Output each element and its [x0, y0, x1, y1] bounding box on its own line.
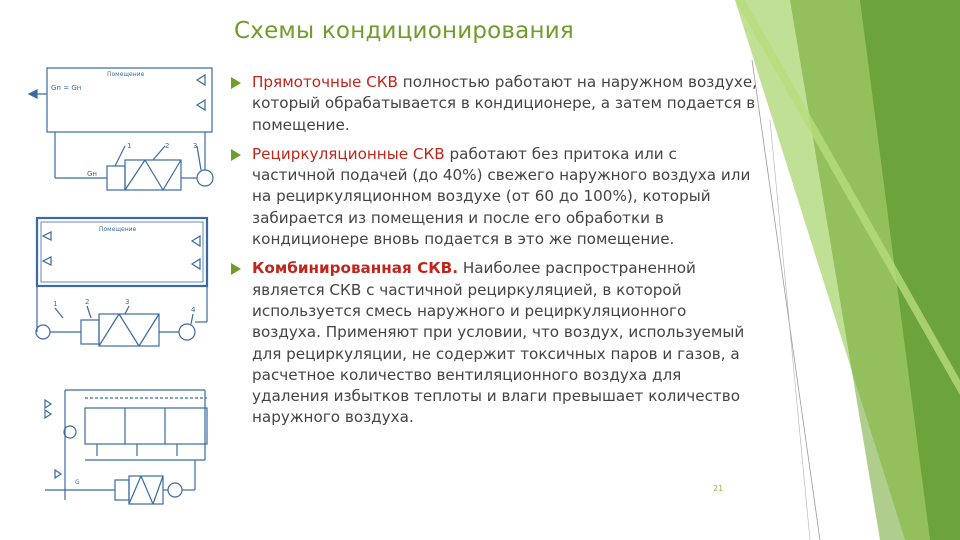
- term-direct-flow: Прямоточные СКВ: [252, 73, 398, 91]
- svg-text:3: 3: [193, 142, 198, 150]
- scheme2-damper-icon: [36, 325, 50, 339]
- svg-text:1: 1: [53, 300, 58, 308]
- air-conditioning-schemes: [25, 60, 225, 530]
- scheme1-filter: [107, 166, 125, 190]
- bullet-list: [230, 72, 760, 437]
- svg-text:4: 4: [191, 306, 196, 314]
- scheme2-inlet-icon: [43, 232, 51, 240]
- svg-text:G: G: [75, 479, 80, 486]
- scheme1-outlet-icon: [197, 100, 205, 110]
- term-recirculation: Рециркуляционные СКВ: [252, 144, 445, 163]
- scheme3-fan2-icon: [168, 483, 182, 497]
- bullet-recirculation: [230, 144, 760, 250]
- page-number: 21: [713, 484, 724, 493]
- scheme1-room-label: Помещение: [107, 71, 145, 78]
- bullet-text-recirculation: работают без притока или с частичной подачей (до 40%) свежего наружного воздуха или на рециркуляционном воздухе (от 60 до 100%), который забирается из помещения и после его обработки в кондиционере вновь подается в это же помещение.: [252, 144, 751, 249]
- bullet-text-combined: Наиболее распространенной является СКВ с частичной рециркуляцией, в которой используется смесь наружного и рециркуляционного воздуха. Применяют при условии, что воздух, используемый для рециркуляции, не содержит токсичных паров и газов, а расчетное количество вентиляционного воздуха для удаления избытков теплоты и влаги превышает количество наружного воздуха.: [252, 259, 745, 427]
- bullet-text-direct-flow: полностью работают на наружном воздухе, который обрабатывается в кондиционере, а затем подается в помещение.: [252, 73, 758, 134]
- bullet-direct-flow: [230, 72, 760, 136]
- page-title: Схемы кондиционирования: [234, 18, 574, 44]
- scheme3-valve-icon: [45, 400, 51, 408]
- scheme2-room-label: Помещение: [99, 226, 137, 233]
- bullet-combined: [230, 258, 760, 428]
- arrow-bullet-icon: [230, 149, 242, 161]
- svg-text:1: 1: [127, 142, 132, 150]
- scheme3-fan-icon: [64, 426, 76, 438]
- svg-text:Gп = Gн: Gп = Gн: [51, 84, 82, 92]
- svg-text:2: 2: [165, 142, 170, 150]
- arrow-bullet-icon: [230, 77, 242, 89]
- scheme3-zones: [85, 408, 207, 444]
- scheme1-outlet-icon: [197, 75, 205, 85]
- arrow-bullet-icon: [230, 263, 242, 275]
- svg-text:3: 3: [125, 298, 130, 306]
- scheme1-fan-icon: [197, 170, 213, 186]
- svg-text:2: 2: [85, 298, 90, 306]
- svg-text:Gн: Gн: [87, 170, 98, 178]
- scheme2-fan-icon: [179, 324, 195, 340]
- term-combined: Комбинированная СКВ.: [252, 259, 458, 278]
